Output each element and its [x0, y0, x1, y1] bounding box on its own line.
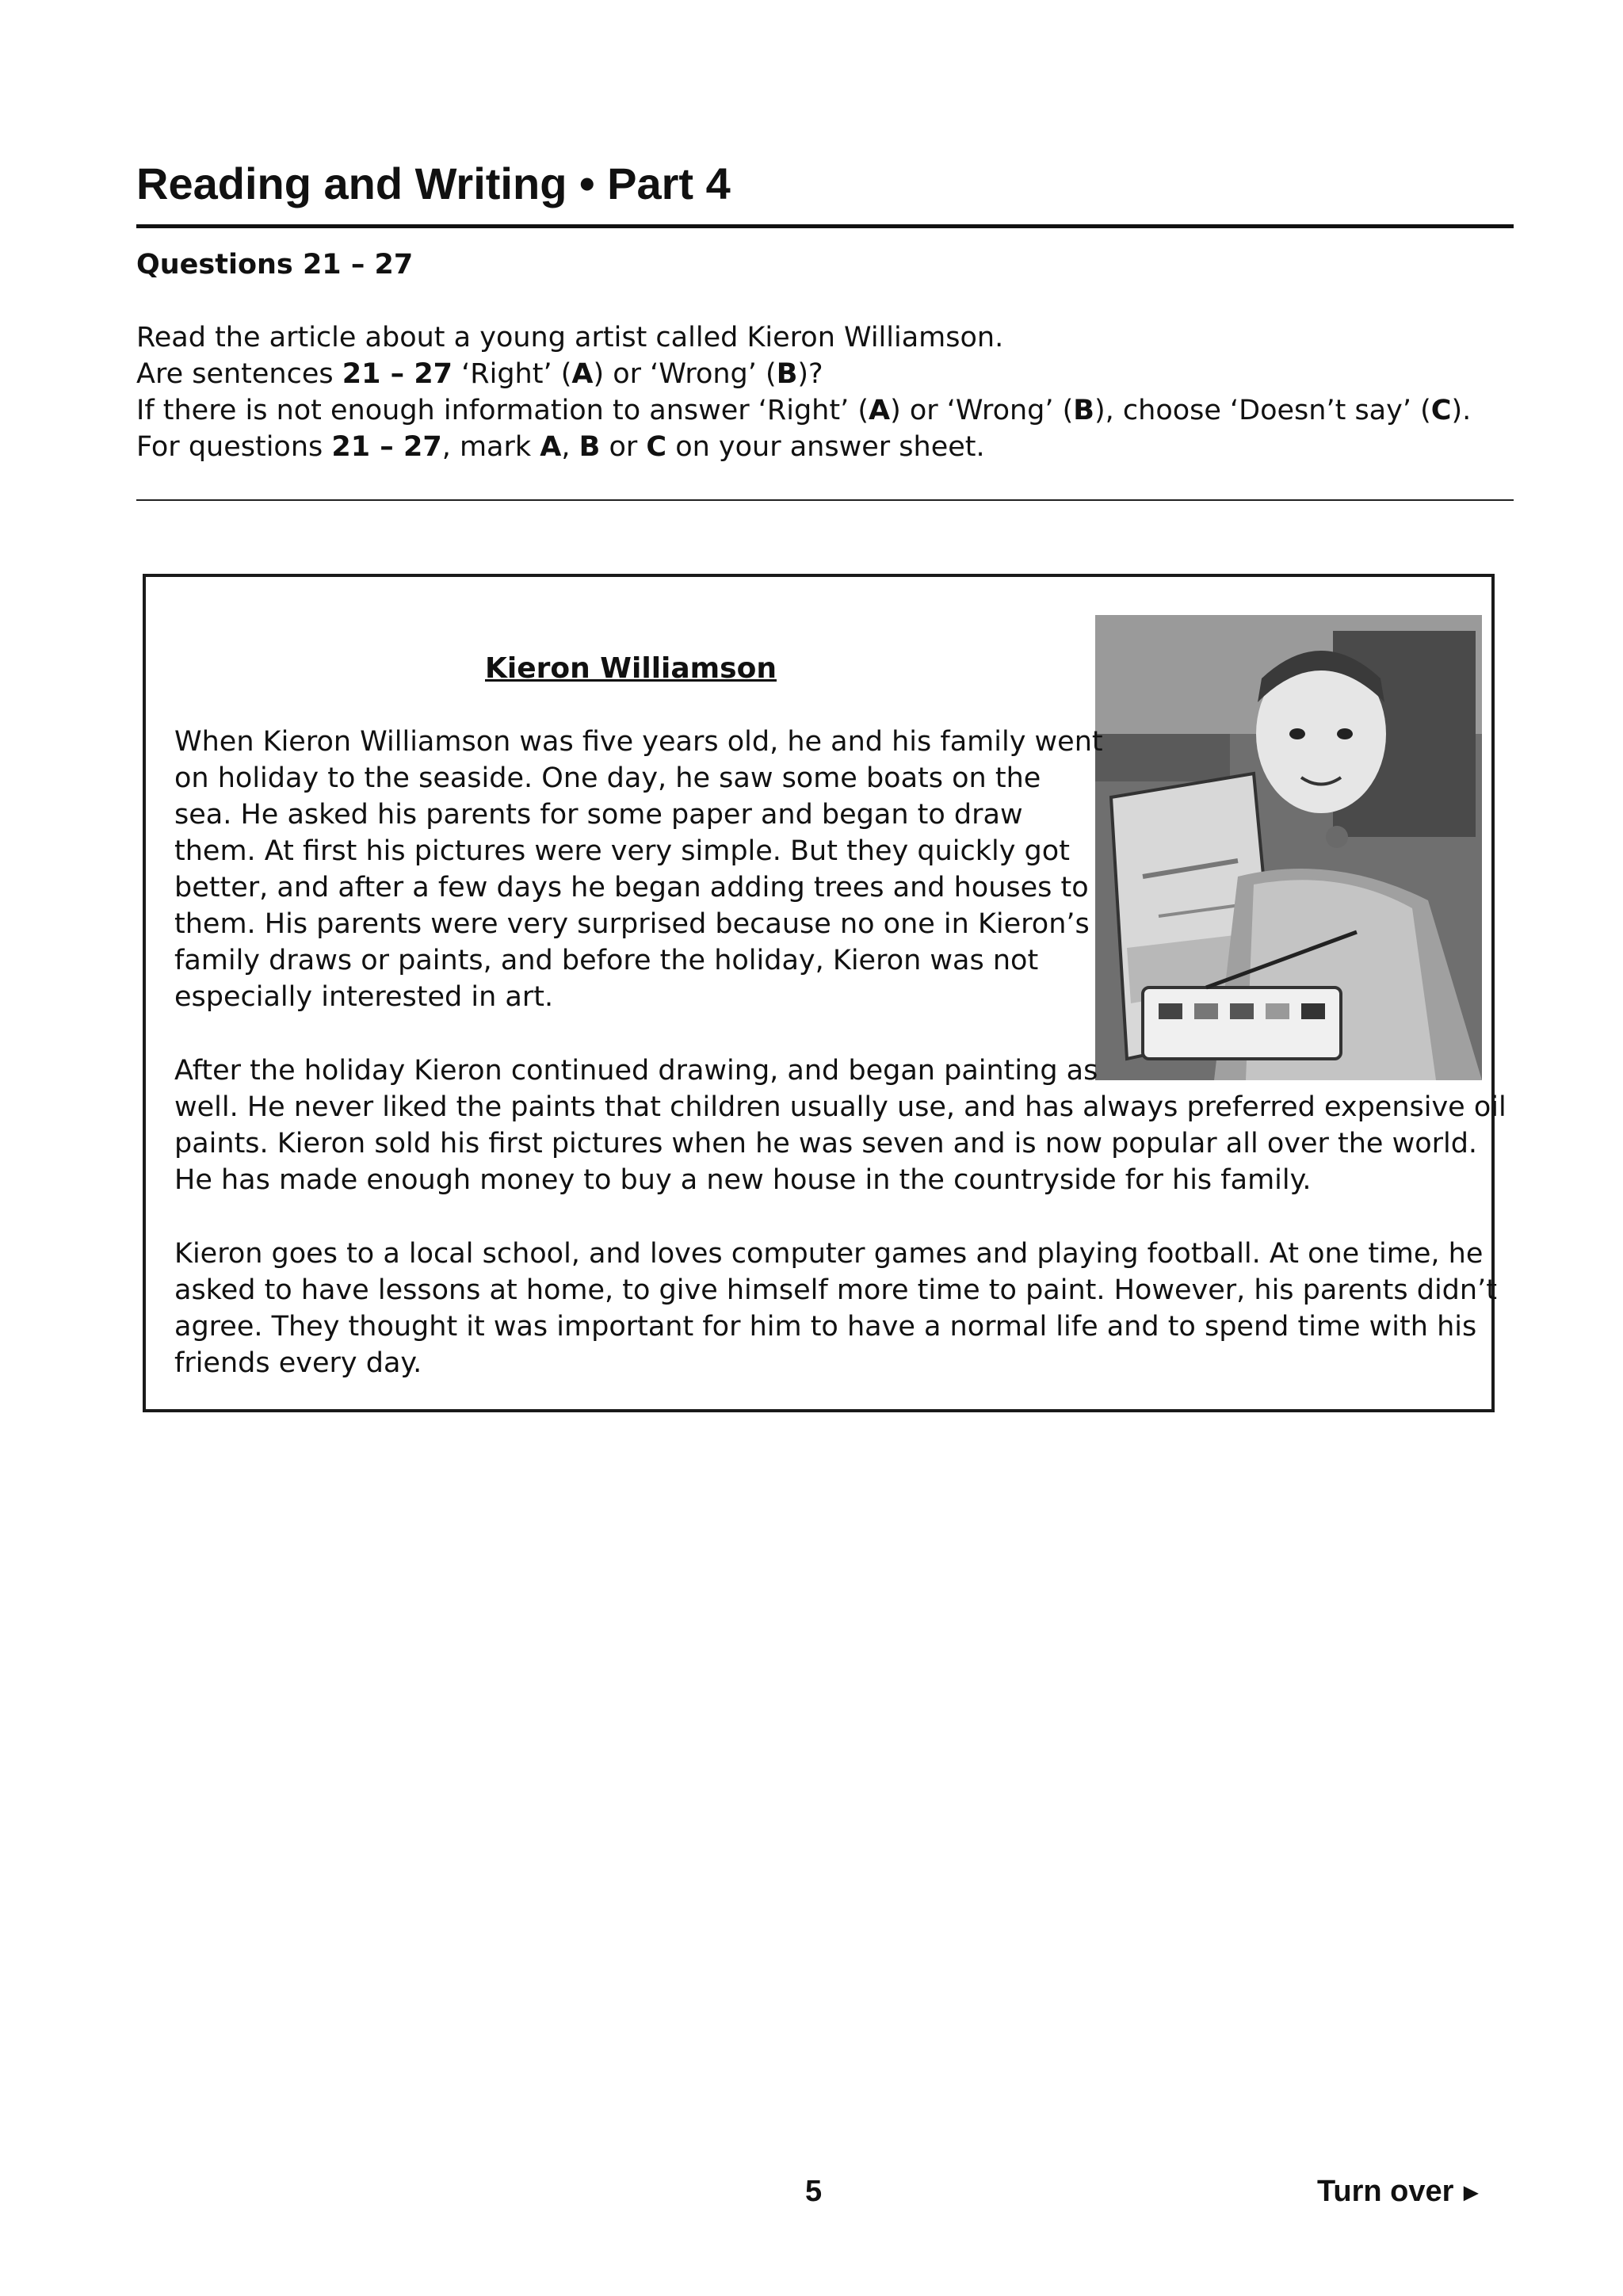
text-line: them. At first his pictures were very simple. But they quickly got — [174, 835, 1070, 867]
text-line: Kieron goes to a local school, and loves computer games and playing football. At one time, he — [174, 1238, 1484, 1270]
text-line: friends every day. — [174, 1347, 422, 1379]
instructions — [136, 319, 1515, 465]
instruction-line: If there is not enough information to answer ‘Right’ (A) or ‘Wrong’ (B), choose ‘Doesn’t say’ (C). — [136, 395, 1472, 426]
turn-over-text: Turn over — [1317, 2175, 1454, 2208]
instruction-line: Read the article about a young artist called Kieron Williamson. — [136, 322, 1004, 353]
text-line: agree. They thought it was important for him to have a normal life and to spend time with his — [174, 1311, 1477, 1343]
text-line: on holiday to the seaside. One day, he saw some boats on the — [174, 762, 1041, 794]
instruction-line: For questions 21 – 27, mark A, B or C on your answer sheet. — [136, 431, 985, 463]
text-line: When Kieron Williamson was five years old, he and his family went — [174, 726, 1103, 758]
text-line: sea. He asked his parents for some paper and began to draw — [174, 799, 1023, 831]
text-line: He has made enough money to buy a new house in the countryside for his family. — [174, 1164, 1312, 1196]
instruction-line: Are sentences 21 – 27 ‘Right’ (A) or ‘Wrong’ (B)? — [136, 358, 823, 390]
text-line: better, and after a few days he began adding trees and houses to — [174, 872, 1089, 904]
text-line: After the holiday Kieron continued drawing, and began painting as — [174, 1055, 1098, 1087]
article-title: Kieron Williamson — [485, 652, 777, 685]
instructions-divider — [136, 499, 1514, 501]
text-line: asked to have lessons at home, to give himself more time to paint. However, his parents didn’t — [174, 1274, 1497, 1306]
text-line: well. He never liked the paints that children usually use, and has always preferred expensive oil — [174, 1091, 1507, 1123]
article-paragraph-3 — [174, 1236, 1497, 1381]
text-line: especially interested in art. — [174, 981, 554, 1013]
text-line: paints. Kieron sold his first pictures when he was seven and is now popular all over the world. — [174, 1128, 1478, 1159]
article-paragraph-2 — [174, 1052, 1507, 1198]
article-paragraph-1 — [174, 724, 1474, 1015]
text-line: them. His parents were very surprised because no one in Kieron’s — [174, 908, 1090, 940]
text-line: family draws or paints, and before the holiday, Kieron was not — [174, 945, 1039, 976]
page-title: Reading and Writing • Part 4 — [136, 159, 731, 208]
title-divider — [136, 224, 1514, 228]
page-number: 5 — [805, 2175, 823, 2208]
play-arrow-icon: ► — [1458, 2178, 1484, 2206]
turn-over-label — [1317, 2172, 1484, 2212]
questions-heading: Questions 21 – 27 — [136, 249, 414, 281]
